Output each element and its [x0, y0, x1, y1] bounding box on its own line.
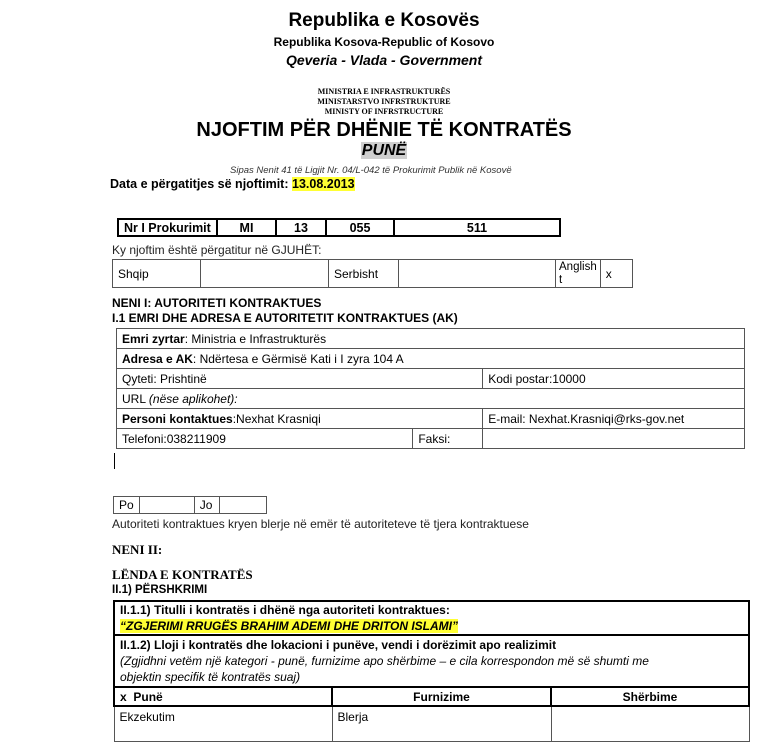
language-albanian-mark[interactable] [201, 260, 329, 288]
item2-note-line1: (Zgjidhni vetëm një kategori - punë, furnizime apo shërbime – e cila korrespondon më së shumti me [120, 654, 649, 668]
item1-value: “ZGJERIMI RRUGËS BRAHIM ADEMI DHE DRITON ISLAMI” [120, 619, 459, 633]
title-row [114, 601, 749, 635]
language-intro: Ky njoftim është përgatitur në GJUHËT: [112, 243, 322, 257]
fax: Faksi: [413, 429, 483, 449]
item2-note-line2: objektin specifik të kontratës suaj) [120, 670, 301, 684]
notice-title: NJOFTIM PËR DHËNIE TË KONTRATËS [196, 119, 572, 141]
language-table [112, 259, 633, 288]
address-label: Adresa e AK [122, 351, 193, 366]
procurement-number-label: Nr I Prokurimit [118, 219, 217, 236]
joint-statement: Autoriteti kontraktues kryen blerje në emër të autoriteteve të tjera kontraktuese [112, 517, 529, 531]
language-english-mark[interactable]: x [600, 260, 632, 288]
government-title: Qeveria - Vlada - Government [285, 52, 483, 68]
official-name-row [117, 329, 745, 349]
col-supplies: Furnizime [332, 687, 551, 706]
address-row [117, 349, 745, 369]
official-name-label: Emri zyrtar [122, 331, 185, 346]
address-value: : Ndërtesa e Gërmisë Kati i I zyra 104 A [192, 351, 404, 366]
city: Qyteti: Prishtinë [117, 369, 483, 389]
prep-date-label: Data e përgatitjes së njoftimit: [110, 177, 289, 191]
row-supplies: Blerja [332, 706, 551, 742]
procurement-number-part: 055 [326, 219, 394, 236]
section2-subject: LËNDA E KONTRATËS [112, 567, 253, 582]
prep-date-value: 13.08.2013 [292, 177, 355, 191]
col-works-mark[interactable]: x [120, 689, 127, 704]
joint-procurement-table [113, 496, 267, 514]
col-works [114, 687, 332, 706]
item2-label: II.1.2) Lloji i kontratës dhe lokacioni i punëve, vendi i dorëzimit apo realizimit [120, 638, 557, 652]
row-works: Ekzekutim [114, 706, 332, 742]
type-row [114, 635, 749, 687]
country-title: Republika e Kosovës [288, 10, 480, 31]
prep-date-line [110, 177, 355, 191]
section2-description: II.1) PËRSHKRIMI [112, 584, 208, 596]
procurement-number-table [117, 218, 561, 237]
row-services [551, 706, 749, 742]
procurement-number-part: MI [217, 219, 276, 236]
item1-label: II.1.1) Titulli i kontratës i dhënë nga autoriteti kontraktues: [120, 603, 450, 617]
phone: Telefoni:038211909 [117, 429, 413, 449]
email: E-mail: Nexhat.Krasniqi@rks-gov.net [483, 409, 745, 429]
notice-type: PUNË [361, 142, 407, 159]
section1-title: NENI I: AUTORITETI KONTRAKTUES [112, 296, 322, 310]
col-services: Shërbime [551, 687, 749, 706]
procurement-number-part: 511 [394, 219, 560, 236]
language-serbian-mark[interactable] [399, 260, 556, 288]
legal-basis: Sipas Nenit 41 të Ligjit Nr. 04/L-042 të Prokurimit Publik në Kosovë [230, 165, 512, 176]
country-alt-title: Republika Kosova-Republic of Kosovo [273, 35, 495, 49]
contracting-authority-table [116, 328, 745, 449]
official-name-value: : Ministria e Infrastrukturës [184, 331, 327, 346]
language-serbian: Serbisht [329, 260, 399, 288]
url-label: URL [122, 391, 149, 406]
fax-value [483, 429, 745, 449]
joint-no: Jo [194, 497, 219, 514]
joint-yes: Po [114, 497, 140, 514]
language-english: Anglish t [556, 260, 601, 288]
col-works-label: Punë [133, 689, 163, 704]
contract-subject-table [113, 600, 750, 742]
contact-value: :Nexhat Krasniqi [232, 411, 321, 426]
ministry-name-sq: MINISTRIA E INFRASTRUKTURËS [317, 87, 451, 96]
joint-yes-box[interactable] [139, 497, 194, 514]
cursor-line [114, 453, 115, 469]
procurement-number-part: 13 [276, 219, 326, 236]
ministry-name-sr: MINISTARSTVO INFRSTRUKTURE [317, 97, 451, 106]
url-row [117, 389, 745, 409]
joint-no-box[interactable] [219, 497, 266, 514]
contact-label: Personi kontaktues [122, 411, 233, 426]
postal-code: Kodi postar:10000 [483, 369, 745, 389]
contact-row [117, 409, 483, 429]
section1-subtitle: I.1 EMRI DHE ADRESA E AUTORITETIT KONTRAKTUES (AK) [112, 311, 458, 325]
url-note: (nëse aplikohet): [148, 391, 238, 406]
language-albanian: Shqip [113, 260, 201, 288]
ministry-name-en: MINISTY OF INFRSTRUCTURE [324, 107, 444, 116]
section2-title: NENI II: [112, 542, 163, 557]
